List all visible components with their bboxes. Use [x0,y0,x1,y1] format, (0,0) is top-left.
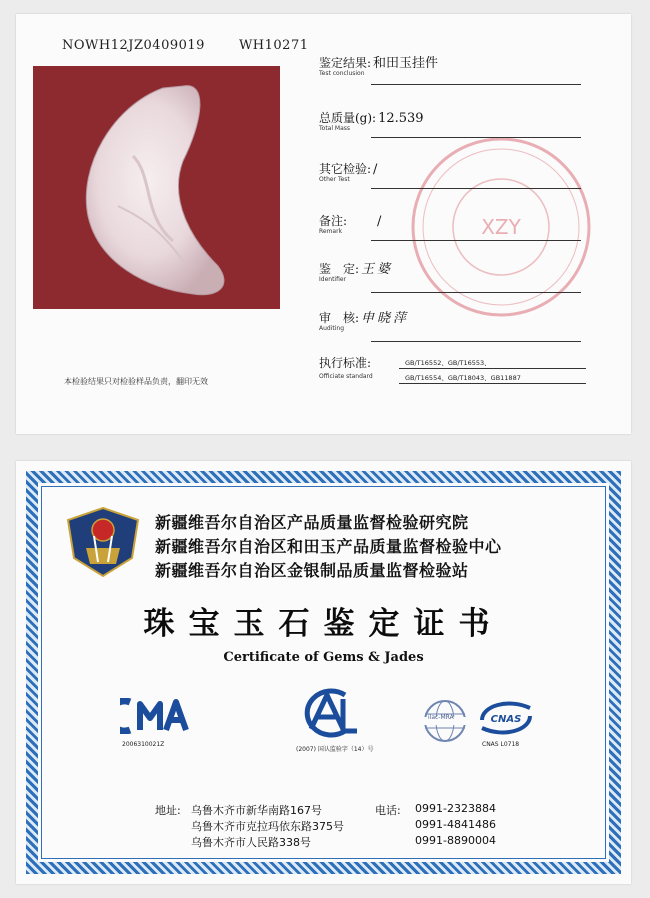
field-label-en: Total Mass [319,125,351,132]
field-total-mass [319,107,581,132]
inspection-report-card [16,14,631,434]
field-label: 鉴定结果: [319,56,372,70]
phone-3: 0991-8890004 [415,834,496,847]
cma-caption: 2006310021Z [122,741,165,748]
certificate-card [16,461,631,884]
address-1: 乌鲁木齐市新华南路167号 [191,804,322,817]
institution-name-1: 新疆维吾尔自治区产品质量监督检验研究院 [155,513,469,532]
field-test-conclusion [319,52,581,77]
svg-text:CNAS: CNAS [490,714,522,725]
underline [371,188,581,189]
standard-line-1: GB/T16552、GB/T16553、 [405,359,491,367]
field-value: 12.539 [378,111,424,126]
field-label-en: Remark [319,228,343,235]
ilac-mra-caption: ilac-MRA [428,714,454,721]
certificate-title: 珠宝玉石鉴定证书 [143,606,504,642]
field-label-en: Identifier [319,276,347,283]
field-value: / [377,214,382,229]
field-value: 和田玉挂件 [373,56,439,71]
underline [371,341,581,342]
report-no-value: WH12JZ0409019 [85,38,205,53]
underline [371,240,581,241]
report-number [62,38,309,53]
address-2: 乌鲁木齐市克拉玛依东路375号 [191,820,344,833]
field-value: / [373,162,378,177]
standard-label-en: Officiate standard [319,373,373,380]
field-auditing [319,307,581,332]
auditor-signature: 申晓萍 [361,311,410,326]
underline [371,84,581,85]
cal-logo [293,687,363,743]
ilac-mra-logo [422,698,468,748]
jade-pendant-photo [33,66,280,309]
quality-inspection-emblem [64,506,142,582]
field-remark [319,210,581,235]
field-label: 总质量(g): [319,111,377,125]
field-label: 备注: [319,214,348,228]
phone-2: 0991-4841486 [415,818,496,831]
underline [399,383,586,384]
report-code: WH10271 [238,38,309,53]
underline [399,368,586,369]
institution-name-3: 新疆维吾尔自治区金银制品质量监督检验站 [155,561,469,580]
field-identifier [319,258,581,283]
cnas-logo [478,698,534,742]
phone-label: 电话: [375,804,401,817]
identifier-signature: 王婆 [361,262,394,277]
disclaimer-text: 本检验结果只对检验样品负责，翻印无效 [64,377,208,386]
standard-label: 执行标准: [319,356,372,370]
underline [371,292,581,293]
cal-caption: (2007) 国认监验字（14）号 [296,746,374,753]
cnas-caption: CNAS L0718 [482,741,520,748]
address-label: 地址: [155,804,181,817]
institution-name-2: 新疆维吾尔自治区和田玉产品质量监督检验中心 [155,537,502,556]
address-3: 乌鲁木齐市人民路338号 [191,836,311,849]
field-standard [319,352,594,380]
field-other-test [319,158,581,183]
standard-line-2: GB/T16554、GB/T18043、GB11887 [405,374,521,382]
field-label: 审 核: [319,311,360,325]
certificate-subtitle: Certificate of Gems & Jades [223,650,424,665]
underline [371,137,581,138]
phone-1: 0991-2323884 [415,802,496,815]
report-no-prefix: NO [62,38,86,53]
field-label: 鉴 定: [319,262,360,276]
field-label: 其它检验: [319,162,372,176]
cma-logo [120,698,194,738]
field-label-en: Test conclusion [319,70,365,77]
field-label-en: Auditing [319,325,345,332]
seal-text: XZY [481,215,521,239]
field-label-en: Other Test [319,176,350,183]
